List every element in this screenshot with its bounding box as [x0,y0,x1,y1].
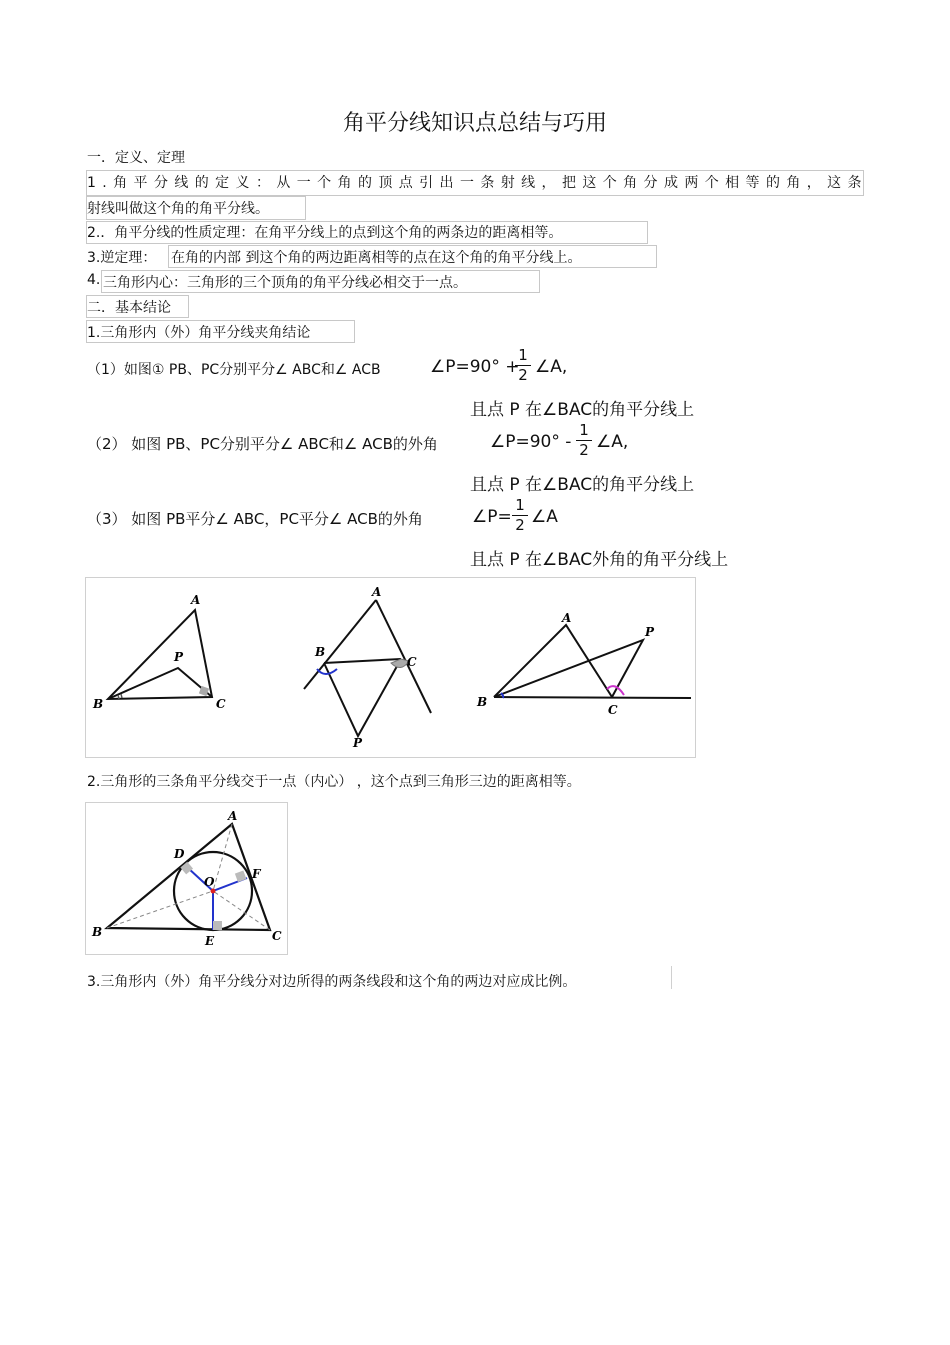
case1-frac-num: 1 [518,346,528,364]
page-title: 角平分线知识点总结与巧用 [342,111,607,136]
section2-heading: 二．基本结论 [87,300,171,316]
case2-conclusion: 且点 P 在∠BAC的角平分线上 [470,475,695,495]
case2-frac-den: 2 [579,441,589,459]
fig2-label-b: B [315,645,326,659]
fig4-label-d: D [174,847,185,861]
figure-angle-bisector-cases [85,577,696,758]
fig4-label-b: B [92,925,103,939]
fig1-label-b: B [93,697,104,711]
item3-text: 在角的内部 到这个角的两边距离相等的点在这个角的角平分线上。 [171,250,582,266]
fig1-label-a: A [191,593,201,607]
item2-text: 2.．角平分线的性质定理：在角平分线上的点到这个角的两条边的距离相等。 [87,225,563,241]
case2-formula-right: ∠A, [596,432,629,452]
item3-label: 3.逆定理： [87,250,157,266]
fig1-label-p: P [174,650,184,664]
case2-text: （2） 如图 PB、PC分别平分∠ ABC和∠ ACB的外角 [87,435,438,453]
sub2-text: 2.三角形的三条角平分线交于一点（内心） ，这个点到三角形三边的距离相等。 [87,774,581,790]
case3-frac-den: 2 [515,516,525,534]
sub3-divider [671,966,672,989]
fig3-label-b: B [477,695,488,709]
fig3-label-p: P [645,625,655,639]
item4-text: 三角形内心：三角形的三个顶角的角平分线必相交于一点。 [103,275,467,291]
fig4-label-a: A [228,809,238,823]
case3-conclusion: 且点 P 在∠BAC外角的角平分线上 [470,550,729,570]
figure-incircle [85,802,288,955]
sub3-text: 3.三角形内（外）角平分线分对边所得的两条线段和这个角的两边对应成比例。 [87,974,577,990]
case1-formula-right: ∠A, [535,357,568,377]
item1-line2: 射线叫做这个角的角平分线。 [87,201,269,217]
fig2-label-a: A [372,585,382,599]
fig2-label-p: P [353,736,363,750]
case3-fraction [512,497,528,534]
fig3-label-c: C [608,703,618,717]
section1-heading: 一．定义、定理 [87,150,185,166]
case1-fraction [515,347,531,384]
case1-conclusion: 且点 P 在∠BAC的角平分线上 [470,400,695,420]
item4-label: 4. [87,272,101,288]
sub1-text: 1.三角形内（外）角平分线夹角结论 [87,325,311,341]
case2-formula-left: ∠P=90° - [490,432,572,452]
fig4-label-e: E [205,934,215,948]
fig1-label-c: C [216,697,226,711]
case3-frac-num: 1 [515,496,525,514]
case1-text: （1）如图① PB、PC分别平分∠ ABC和∠ ACB [87,362,381,378]
case1-frac-den: 2 [518,366,528,384]
case3-formula-left: ∠P= [472,507,512,527]
case3-text: （3） 如图 PB平分∠ ABC，PC平分∠ ACB的外角 [87,510,423,528]
fig4-label-f: F [252,867,261,881]
case3-formula-right: ∠A [531,507,558,527]
fig4-label-o: O [204,875,215,889]
case1-formula-left: ∠P=90° + [430,357,520,377]
fig3-label-a: A [562,611,572,625]
case2-fraction [576,422,592,459]
item1-line1: 1.角平分线的定义：从一个角的顶点引出一条射线，把这个角分成两个相等的角，这条 [87,175,868,191]
fig4-label-c: C [272,929,282,943]
fig2-label-c: C [407,655,417,669]
case2-frac-num: 1 [579,421,589,439]
